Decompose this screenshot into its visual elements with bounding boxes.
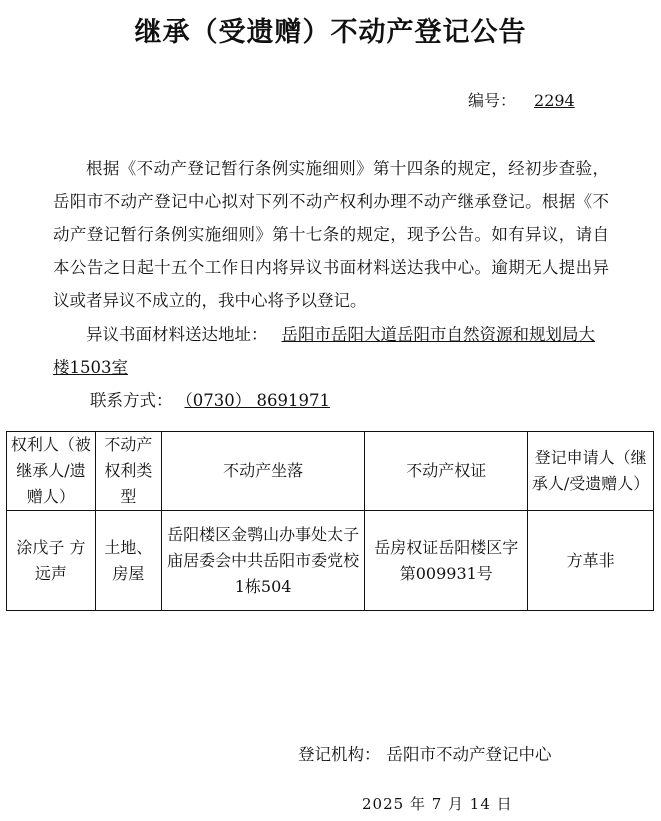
registration-org-label: 登记机构： [298,745,381,764]
cell-right-type: 土地、房屋 [95,511,161,611]
serial-number [468,88,575,111]
serial-value: 2294 [534,91,575,110]
header-right-type: 不动产权利类型 [95,432,161,511]
objection-address-value: 岳阳市岳阳大道岳阳市自然资源和规划局大楼1503室 [53,325,595,377]
cell-location: 岳阳楼区金鹗山办事处太子庙居委会中共岳阳市委党校1栋504 [161,511,365,611]
registration-org [298,741,552,765]
announcement-body: 根据《不动产登记暂行条例实施细则》第十四条的规定，经初步查验，岳阳市不动产登记中心拟对下列不动产权利办理不动产继承登记。根据《不动产登记暂行条例实施细则》第十七条的规定，现予公告。如有异议，请自本公告之日起十五个工作日内将异议书面材料送达我中心。逾期无人提出异议或者异议不成立的，我中心将予以登记。 [53,159,609,310]
header-right-holder: 权利人（被继承人/遗赠人） [7,432,96,511]
cell-right-holder: 涂戊子 方远声 [7,511,96,611]
contact-info [90,384,350,417]
objection-address-label: 异议书面材料送达地址： [86,325,268,344]
cell-certificate: 岳房权证岳阳楼区字第009931号 [365,511,528,611]
cell-applicant: 方革非 [528,511,654,611]
contact-value: （0730） 8691971 [184,391,330,410]
header-location: 不动产坐落 [161,432,365,511]
serial-label: 编号： [468,91,517,110]
page-title: 继承（受遗赠）不动产登记公告 [134,17,527,48]
header-certificate: 不动产权证 [365,432,528,511]
announcement-date: 2025 年 7 月 14 日 [362,795,513,813]
registration-table [6,431,654,611]
header-applicant: 登记申请人（继承人/受遗赠人） [528,432,654,511]
table-header-row [7,432,654,511]
objection-address [53,318,609,384]
contact-label: 联系方式： [90,391,173,410]
registration-org-value: 岳阳市不动产登记中心 [386,745,552,764]
table-row [7,511,654,611]
